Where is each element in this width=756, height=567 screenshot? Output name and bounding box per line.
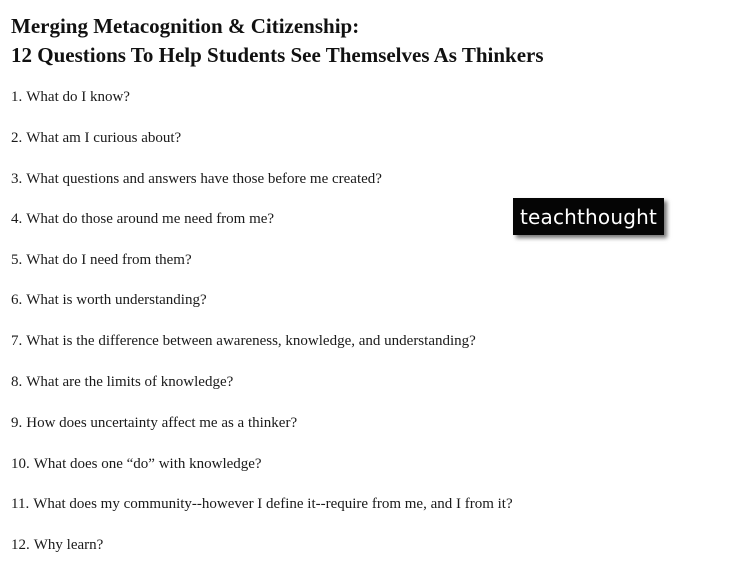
question-number: 11. xyxy=(11,496,30,512)
logo-text: teachthought xyxy=(519,204,658,229)
question-item-8 xyxy=(11,373,233,391)
question-item-11 xyxy=(11,495,513,513)
question-item-4 xyxy=(11,210,274,228)
question-text: What do those around me need from me? xyxy=(26,211,275,227)
question-text: What does my community--however I define it--require from me, and I from it? xyxy=(33,496,513,512)
question-number: 2. xyxy=(11,130,23,146)
question-text: What am I curious about? xyxy=(26,130,182,146)
question-text: What does one “do” with knowledge? xyxy=(33,456,262,472)
question-item-7 xyxy=(11,332,476,350)
question-number: 12. xyxy=(11,537,30,553)
question-text: What do I need from them? xyxy=(26,252,192,268)
question-item-10 xyxy=(11,455,262,473)
question-item-5 xyxy=(11,251,192,269)
question-number: 1. xyxy=(11,89,23,105)
question-number: 3. xyxy=(11,171,23,187)
question-text: What are the limits of knowledge? xyxy=(26,374,234,390)
question-text: Why learn? xyxy=(33,537,104,553)
question-text: What questions and answers have those before me created? xyxy=(26,171,382,187)
title-line-1: Merging Metacognition & Citizenship: xyxy=(11,14,360,38)
question-item-6 xyxy=(11,291,207,309)
question-number: 5. xyxy=(11,252,23,268)
question-number: 8. xyxy=(11,374,23,390)
question-text: What is the difference between awareness, knowledge, and understanding? xyxy=(26,333,476,349)
question-number: 4. xyxy=(11,211,23,227)
page-title xyxy=(11,12,544,70)
question-number: 10. xyxy=(11,456,30,472)
question-number: 9. xyxy=(11,415,23,431)
question-text: What do I know? xyxy=(26,89,130,105)
question-item-12 xyxy=(11,536,103,554)
question-item-9 xyxy=(11,414,297,432)
teachthought-logo xyxy=(513,198,664,235)
question-text: How does uncertainty affect me as a thinker? xyxy=(26,415,298,431)
question-item-2 xyxy=(11,129,181,147)
question-number: 7. xyxy=(11,333,23,349)
question-item-3 xyxy=(11,170,382,188)
question-number: 6. xyxy=(11,292,23,308)
title-line-2: 12 Questions To Help Students See Themselves As Thinkers xyxy=(11,43,544,67)
question-text: What is worth understanding? xyxy=(26,292,207,308)
question-item-1 xyxy=(11,88,130,106)
